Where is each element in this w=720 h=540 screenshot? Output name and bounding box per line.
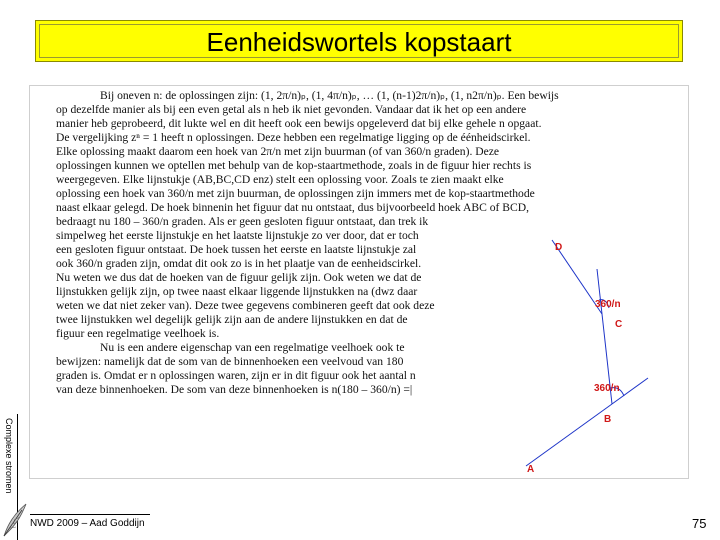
angle-label-upper: 360/n bbox=[595, 299, 621, 310]
footer-text: NWD 2009 – Aad Goddijn bbox=[30, 518, 145, 529]
text-line-8: oplossing een hoek van 360/n met zijn buurman, de oplossingen zijn immers met de kop-staartmethode bbox=[56, 187, 535, 200]
segment-a-b bbox=[526, 404, 612, 466]
figure-label-b: B bbox=[604, 414, 612, 425]
text-line-5: Elke oplossing maakt daarom een hoek van 2π/n met zijn buurman (of van 360/n graden). Deze bbox=[56, 145, 500, 158]
text-line-2: op dezelfde manier als bij een even getal als n heb ik niet gevonden. Vandaar dat ik het op een andere bbox=[56, 103, 527, 116]
text-line-13: ook 360/n graden zijn, omdat dit ook zo is in het plaatje van de eenheidscirkel. bbox=[56, 257, 422, 270]
text-line-6: oplossingen kunnen we optellen met behulp van de kop-staartmethode, zoals in de figuur hier rechts is bbox=[56, 159, 532, 172]
text-line-20: bewijzen: namelijk dat de som van de binnenhoeken een veelvoud van 180 bbox=[56, 355, 404, 368]
text-line-18: figuur een regelmatige veelhoek is. bbox=[56, 327, 220, 340]
text-line-14: Nu weten we dus dat de hoeken van de figuur gelijk zijn. Ook weten we dat de bbox=[56, 271, 422, 284]
side-label bbox=[2, 420, 16, 502]
text-line-4: De vergelijking zⁿ = 1 heeft n oplossingen. Deze hebben een regelmatige ligging op de éénheidscirkel. bbox=[56, 131, 531, 144]
footer-divider bbox=[30, 514, 150, 515]
text-line-1: Bij oneven n: de oplossingen zijn: (1, 2π/n)ₚ, (1, 4π/n)ₚ, … (1, (n-1)2π/n)ₚ, (1, n2π/n)ₚ. Een bewijs bbox=[100, 89, 559, 102]
text-line-10: bedraagt nu 180 – 360/n graden. Als er geen gesloten figuur ontstaat, dan trek ik bbox=[56, 215, 429, 228]
angle-label-lower: 360/n bbox=[594, 383, 620, 394]
document-scan bbox=[30, 86, 688, 478]
text-line-19: Nu is een andere eigenschap van een regelmatige veelhoek ook te bbox=[100, 341, 405, 354]
slide-title: Eenheidswortels kopstaart bbox=[206, 27, 512, 57]
figure-label-c: C bbox=[615, 319, 623, 330]
text-line-22: van deze binnenhoeken. De som van deze binnenhoeken is n(180 – 360/n) =| bbox=[56, 383, 413, 396]
kop-staart-figure bbox=[508, 218, 688, 478]
text-line-3: manier heb geprobeerd, dit lukte wel en dit heeft ook een bewijs opgeleverd dat bij elke gehele n opgaat. bbox=[56, 117, 542, 130]
figure-label-d: D bbox=[555, 242, 563, 253]
slide-title-bar bbox=[35, 20, 683, 62]
text-line-9: naast elkaar gelegd. De hoek binnenin het figuur dat nu ontstaat, dus bijvoorbeeld hoek ABC of BCD, bbox=[56, 201, 529, 214]
text-line-15: lijnstukken gelijk zijn, op twee naast elkaar liggende lijnstukken na (dwz daar bbox=[56, 285, 418, 298]
page-number: 75 bbox=[692, 516, 707, 531]
feather-logo bbox=[0, 500, 30, 540]
side-label-text: Complexe stromen bbox=[4, 418, 14, 494]
text-line-16: weten we dat niet zeker van). Deze twee gegevens combineren geeft dat ook deze bbox=[56, 299, 435, 312]
text-line-21: graden is. Omdat er n oplossingen waren, zijn er in dit figuur ook het aantal n bbox=[56, 369, 416, 382]
text-line-7: weergegeven. Elke lijnstukje (AB,BC,CD enz) stelt een oplossing voor. Zoals te zien maakt elke bbox=[56, 173, 504, 186]
text-line-12: een gesloten figuur ontstaat. De hoek tussen het eerste en laatste lijnstukje zal bbox=[56, 243, 417, 256]
figure-label-a: A bbox=[527, 464, 535, 475]
text-line-17: twee lijnstukken wel degelijk gelijk zijn aan de andere lijnstukken en dat de bbox=[56, 313, 408, 326]
text-line-11: simpelweg het eerste lijnstukje en het laatste lijnstukje zo ver door, dat er toch bbox=[56, 229, 419, 242]
